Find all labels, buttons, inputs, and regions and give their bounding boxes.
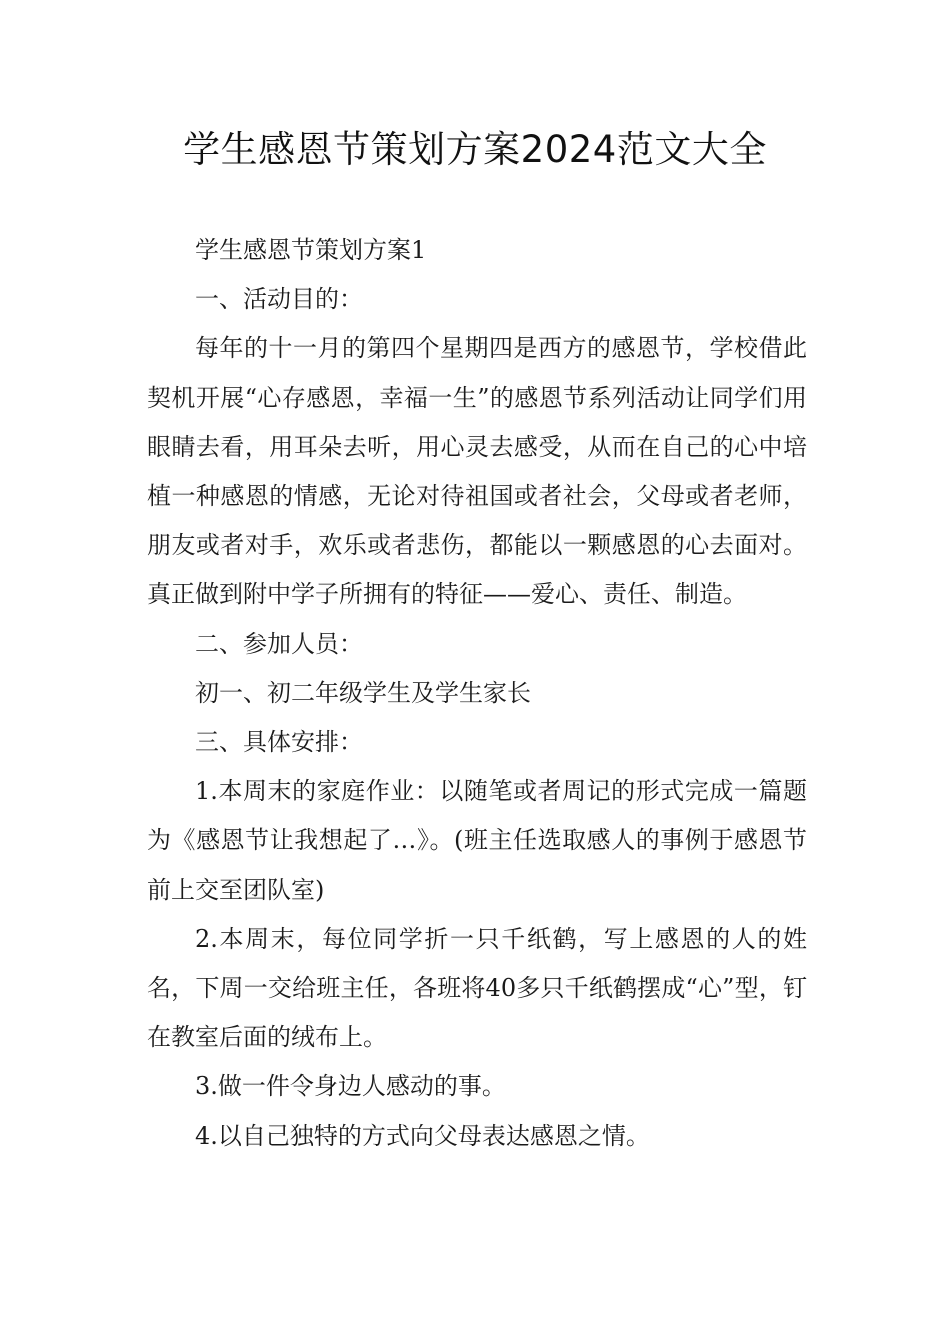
paragraph-participants-text: 初一、初二年级学生及学生家长 <box>195 678 531 707</box>
paragraph-section-heading: 学生感恩节策划方案1 <box>195 236 427 264</box>
paragraph-item-1: 1.本周末的家庭作业：以随笔或者周记的形式完成一篇题为《感恩节让我想起了…》。(班主任选取感人的事例于感恩节前上交至团队室) <box>147 777 807 904</box>
paragraph-heading-arrangement: 三、具体安排： <box>195 728 363 757</box>
paragraph-item-3: 3.做一件令身边人感动的事。 <box>195 1072 506 1101</box>
document-title: 学生感恩节策划方案2024范文大全 <box>183 128 767 171</box>
document-body <box>147 226 807 1161</box>
paragraph-purpose-text: 每年的十一月的第四个星期四是西方的感恩节，学校借此契机开展“心存感恩，幸福一生”的感恩节系列活动让同学们用眼睛去看，用耳朵去听，用心灵去感受，从而在自己的心中培植一种感恩的情感，无论对待祖国或者社会，父母或者老师，朋友或者对手，欢乐或者悲伤，都能以一颗感恩的心去面对。真正做到附中学子所拥有的特征——爱心、责任、制造。 <box>147 334 807 609</box>
paragraph-item-2: 2.本周末，每位同学折一只千纸鹤，写上感恩的人的姓名，下周一交给班主任，各班将40多只千纸鹤摆成“心”型，钉在教室后面的绒布上。 <box>147 924 807 1052</box>
paragraph-item-4: 4.以自己独特的方式向父母表达感恩之情。 <box>195 1121 650 1150</box>
paragraph-heading-participants: 二、参加人员： <box>195 629 363 658</box>
paragraph-heading-purpose: 一、活动目的： <box>195 285 363 314</box>
